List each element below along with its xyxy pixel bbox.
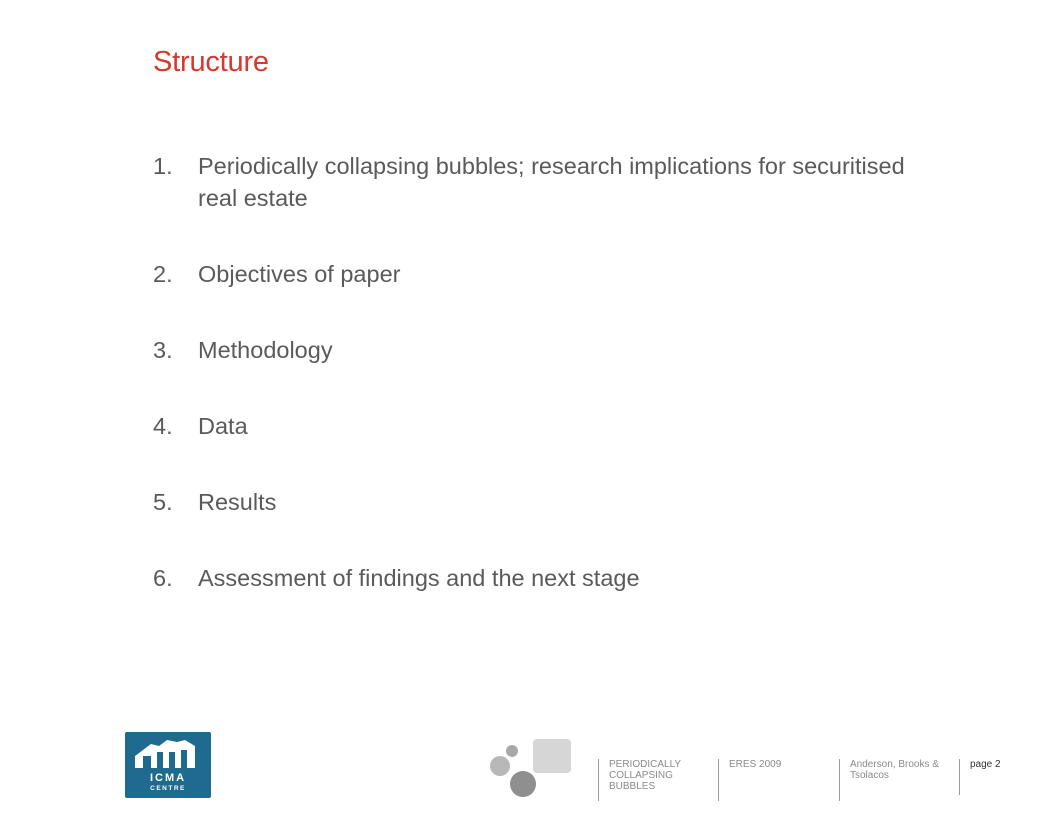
agenda-item	[153, 410, 913, 442]
large-square-shape	[533, 739, 571, 773]
agenda-item-text: Assessment of findings and the next stage	[198, 565, 640, 591]
agenda-item	[153, 486, 913, 518]
footer-topic: PERIODICALLY COLLAPSING BUBBLES	[598, 759, 719, 801]
agenda-item-number: 1.	[153, 153, 173, 179]
small-dot-shape	[506, 745, 518, 757]
slide-title: Structure	[153, 46, 269, 78]
medium-dot-shape	[490, 756, 510, 776]
logo-wordmark: ICMA	[149, 772, 187, 784]
agenda-item-number: 2.	[153, 261, 173, 287]
logo-subtitle: CENTRE	[150, 785, 186, 792]
dark-dot-shape	[510, 771, 536, 797]
agenda-item	[153, 150, 913, 214]
agenda-item-text: Data	[198, 413, 248, 439]
footer-authors: Anderson, Brooks & Tsolacos	[839, 759, 960, 801]
agenda-item-text: Objectives of paper	[198, 261, 401, 287]
icma-centre-logo	[125, 732, 211, 798]
agenda-item-number: 6.	[153, 565, 173, 591]
agenda-item-text: Periodically collapsing bubbles; research implications for securitised real estate	[198, 153, 905, 211]
agenda-item-number: 3.	[153, 337, 173, 363]
agenda-list	[153, 150, 913, 594]
agenda-item	[153, 334, 913, 366]
footer-conference: ERES 2009	[718, 759, 839, 801]
agenda-item-number: 5.	[153, 489, 173, 515]
agenda-item	[153, 562, 913, 594]
agenda-item-text: Results	[198, 489, 277, 515]
agenda-item-number: 4.	[153, 413, 173, 439]
agenda-item-text: Methodology	[198, 337, 333, 363]
decorative-dots-graphic	[488, 738, 574, 800]
agenda-item	[153, 258, 913, 290]
page-number: page 2	[959, 759, 1030, 795]
